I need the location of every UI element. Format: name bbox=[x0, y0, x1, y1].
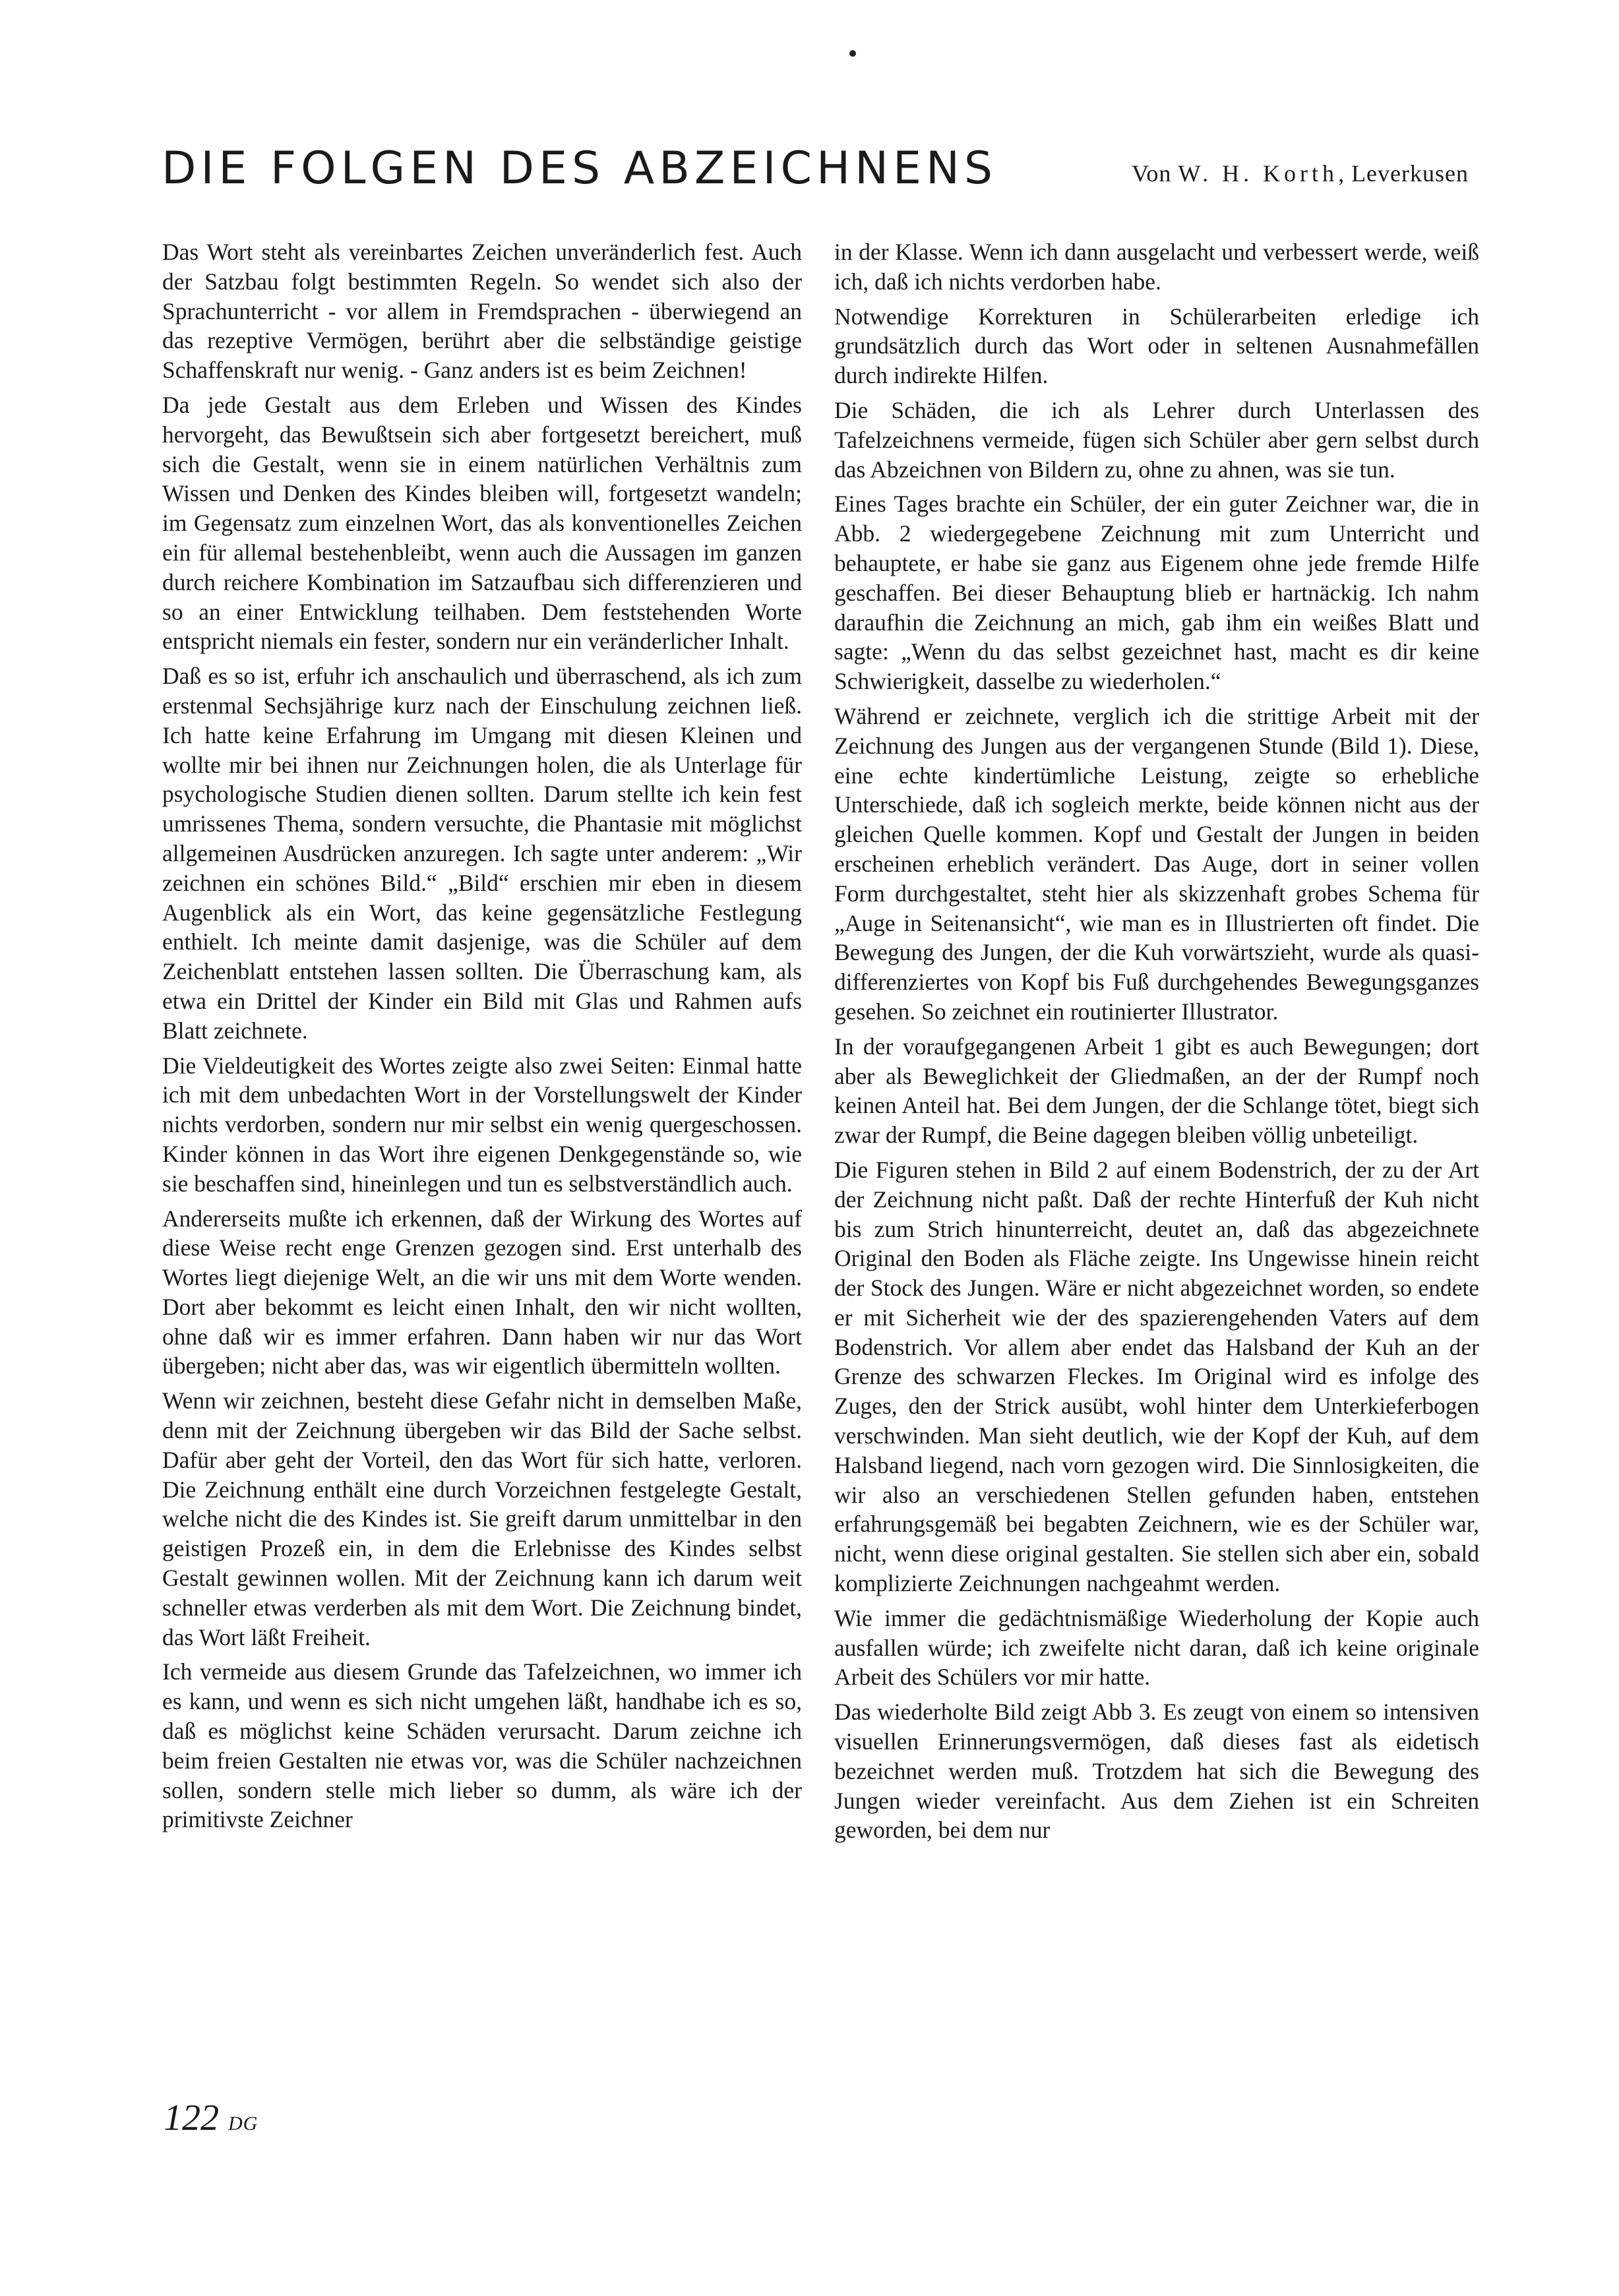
author-name: W. H. Korth bbox=[1178, 160, 1339, 187]
page-footer bbox=[164, 2097, 258, 2139]
byline: Von W. H. Korth, Leverkusen bbox=[1132, 160, 1469, 187]
page-number: 122 bbox=[164, 2098, 219, 2138]
paragraph: Die Schäden, die ich als Lehrer durch Unterlassen des Tafelzeichnens vermeide, fügen sich Schüler aber gern selbst durch das Abzeichnen von Bildern zu, ohne zu ahnen, was sie tun. bbox=[834, 396, 1479, 483]
author-location: Leverkusen bbox=[1351, 160, 1469, 187]
ink-dot bbox=[849, 50, 856, 57]
left-column bbox=[162, 237, 802, 1840]
paragraph: Wenn wir zeichnen, besteht diese Gefahr nicht in demselben Maße, denn mit der Zeichnung übergeben wir das Bild der Sache selbst. Dafür aber geht der Vorteil, den das Wort für sich hatte, verloren. Die Zeichnung enthält eine durch Vorzeichnen festgelegte Gestalt, welche nicht die des Kindes ist. Sie greift darum unmittelbar in den geistigen Prozeß ein, in dem die Erlebnisse des Kindes selbst Gestalt gewinnen wollen. Mit der Zeichnung kann ich darum weit schneller etwas verderben als mit dem Wort. Die Zeichnung bindet, das Wort läßt Freiheit. bbox=[162, 1387, 802, 1650]
paragraph: Das wiederholte Bild zeigt Abb 3. Es zeugt von einem so intensiven visuellen Erinnerungsvermögen, daß dieses fast als eidetisch bezeichnet werden muß. Trotzdem hat sich die Bewegung des Jungen wieder vereinfacht. Aus dem Ziehen ist ein Schreiten geworden, bei dem nur bbox=[834, 1699, 1479, 1844]
paragraph: In der voraufgegangenen Arbeit 1 gibt es auch Bewegungen; dort aber als Beweglichkeit der Gliedmaßen, an der der Rumpf noch keinen Anteil hat. Bei dem Jungen, der die Schlange tötet, biegt sich zwar der Rumpf, die Beine dagegen bleiben völlig unbeteiligt. bbox=[834, 1033, 1479, 1149]
paragraph: Notwendige Korrekturen in Schülerarbeiten erledige ich grundsätzlich durch das Wort oder in seltenen Ausnahmefällen durch indirekte Hilfen. bbox=[834, 303, 1479, 389]
right-column bbox=[834, 237, 1479, 1850]
article-title: DIE FOLGEN DES ABZEICHNENS bbox=[162, 142, 998, 195]
byline-prefix: Von bbox=[1132, 160, 1172, 187]
magazine-abbreviation: DG bbox=[228, 2113, 259, 2134]
paragraph: Die Figuren stehen in Bild 2 auf einem Bodenstrich, der zu der Art der Zeichnung nicht paßt. Daß der rechte Hinterfuß der Kuh nicht bis zum Strich hinunterreicht, deutet an, daß das abgezeichnete Original den Boden als Fläche zeigte. Ins Ungewisse hinein reicht der Stock des Jungen. Wäre er nicht abgezeichnet worden, so endete er mit Sicherheit wie der des spazierengehenden Vaters auf dem Bodenstrich. Vor allem aber endet das Halsband der Kuh an der Grenze des schwarzen Fleckes. Im Original wird es infolge des Zuges, den der Strick ausübt, wohl hinter dem Unterkieferbogen verschwinden. Man sieht deutlich, wie der Kopf der Kuh, auf dem Halsband liegend, nach vorn gezogen wird. Die Sinnlosigkeiten, die wir also an verschiedenen Stellen gefunden haben, entstehen erfahrungsgemäß bei begabten Zeichnern, wie es der Schüler war, nicht, wenn diese original gestalten. Sie stellen sich aber ein, sobald komplizierte Zeichnungen nachgeahmt werden. bbox=[834, 1156, 1479, 1597]
paragraph: Da jede Gestalt aus dem Erleben und Wissen des Kindes hervorgeht, das Bewußtsein sich aber fortgesetzt bereichert, muß sich die Gestalt, wenn sie in einem natürlichen Verhältnis zum Wissen und Denken des Kindes bleiben will, fortgesetzt wandeln; im Gegensatz zum einzelnen Wort, das als konventionelles Zeichen ein für allemal bestehenbleibt, wenn auch die Aussagen im ganzen durch reichere Kombination im Satzaufbau sich differenzieren und so an einer Entwicklung teilhaben. Dem feststehenden Worte entspricht niemals ein fester, sondern nur ein veränderlicher Inhalt. bbox=[162, 391, 802, 655]
paragraph: Andererseits mußte ich erkennen, daß der Wirkung des Wortes auf diese Weise recht enge Grenzen gezogen sind. Erst unterhalb des Wortes liegt diejenige Welt, an die wir uns mit dem Worte wenden. Dort aber bekommt es leicht einen Inhalt, den wir nicht wollten, ohne daß wir es immer erfahren. Dann haben wir nur das Wort übergeben; nicht aber das, was wir eigentlich übermitteln wollten. bbox=[162, 1205, 802, 1379]
paragraph: Ich vermeide aus diesem Grunde das Tafelzeichnen, wo immer ich es kann, und wenn es sich nicht umgehen läßt, handhabe ich es so, daß es möglichst keine Schäden verursacht. Darum zeichne ich beim freien Gestalten nie etwas vor, was die Schüler nachzeichnen sollen, sondern stelle mich lieber so dumm, als wäre ich der primitivste Zeichner bbox=[162, 1658, 802, 1833]
paragraph: Das Wort steht als vereinbartes Zeichen unveränderlich fest. Auch der Satzbau folgt bestimmten Regeln. So wendet sich also der Sprachunterricht - vor allem in Fremdsprachen - überwiegend an das rezeptive Vermögen, berührt aber die selbständige geistige Schaffenskraft nur wenig. - Ganz anders ist es beim Zeichnen! bbox=[162, 239, 802, 384]
paragraph: in der Klasse. Wenn ich dann ausgelacht und verbessert werde, weiß ich, daß ich nichts verdorben habe. bbox=[834, 239, 1479, 295]
paragraph: Während er zeichnete, verglich ich die strittige Arbeit mit der Zeichnung des Jungen aus der vergangenen Stunde (Bild 1). Diese, eine echte kindertümliche Leistung, zeigte so erhebliche Unterschiede, daß ich sogleich merkte, beide können nicht aus der gleichen Quelle kommen. Kopf und Gestalt der Jungen in beiden erscheinen erheblich verändert. Das Auge, dort in seiner vollen Form durchgestaltet, steht hier als skizzenhaft grobes Schema für „Auge in Seitenansicht“, wie man es in Illustrierten oft findet. Die Bewegung des Jungen, der die Kuh vorwärtszieht, wurde als quasi-differenziertes von Kopf bis Fuß durchgehendes Bewegungsganzes gesehen. So zeichnet ein routinierter Illustrator. bbox=[834, 702, 1479, 1025]
paragraph: Die Vieldeutigkeit des Wortes zeigte also zwei Seiten: Einmal hatte ich mit dem unbedachten Wort in der Vorstellungswelt der Kinder nichts verdorben, sondern nur mir selbst ein wenig quergeschossen. Kinder können in das Wort ihre eigenen Denkgegenstände so, wie sie beschaffen sind, hineinlegen und tun es selbstverständlich auch. bbox=[162, 1052, 802, 1197]
paragraph: Eines Tages brachte ein Schüler, der ein guter Zeichner war, die in Abb. 2 wiedergegebene Zeichnung mit zum Unterricht und behauptete, er habe sie ganz aus Eigenem ohne jede fremde Hilfe geschaffen. Bei dieser Behauptung blieb er hartnäckig. Ich nahm daraufhin die Zeichnung an mich, gab ihm ein weißes Blatt und sagte: „Wenn du das selbst gezeichnet hast, macht es dir keine Schwierigkeit, dasselbe zu wiederholen.“ bbox=[834, 491, 1479, 695]
paragraph: Wie immer die gedächtnismäßige Wiederholung der Kopie auch ausfallen würde; ich zweifelte nicht daran, daß ich keine originale Arbeit des Schülers vor mir hatte. bbox=[834, 1604, 1479, 1691]
paragraph: Daß es so ist, erfuhr ich anschaulich und überraschend, als ich zum erstenmal Sechsjährige kurz nach der Einschulung zeichnen ließ. Ich hatte keine Erfahrung im Umgang mit diesen Kleinen und wollte mir bei ihnen nur Zeichnungen holen, die als Unterlage für psychologische Studien dienen sollten. Darum stellte ich kein fest umrissenes Thema, sondern versuchte, die Phantasie mit möglichst allgemeinen Ausdrücken anzuregen. Ich sagte unter anderem: „Wir zeichnen ein schönes Bild.“ „Bild“ erschien mir eben in diesem Augenblick als ein Wort, das keine gegensätzliche Festlegung enthielt. Ich meinte damit dasjenige, was die Schüler auf dem Zeichenblatt entstehen lassen sollten. Die Überraschung kam, als etwa ein Drittel der Kinder ein Bild mit Glas und Rahmen aufs Blatt zeichnete. bbox=[162, 663, 802, 1044]
